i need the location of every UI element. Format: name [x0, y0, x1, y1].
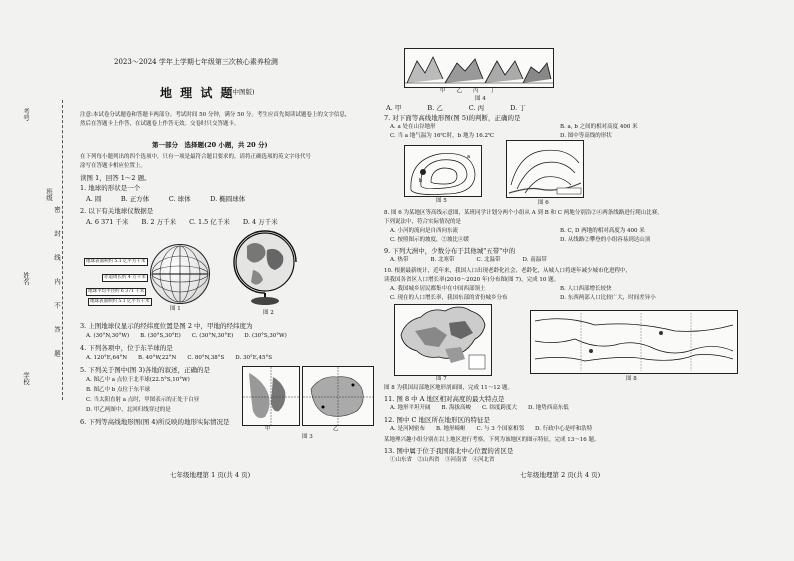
part-one-header: 第一部分 选择题(20 小题，共 20 分) [152, 141, 268, 149]
binding-margin [0, 0, 61, 561]
question-1: 1. 地球的形状是一个 [80, 184, 141, 192]
figure-8-terrain-profile [530, 310, 738, 374]
figure-1-globe [150, 244, 210, 304]
page-1-footer: 七年级地理第 1 页(共 4 页) [170, 471, 251, 479]
question-8-option-a: A. 小河的流向是自西向东流 [390, 228, 458, 234]
question-8-option-b: B. C, D 两地的相对高度为 400 米 [560, 228, 645, 234]
exam-title: 2023～2024 学年上学期七年级第三次核心素养检测 [114, 58, 278, 66]
figure-2-globe-stand [225, 226, 305, 308]
question-6-options: A. 甲 B. 乙 C. 丙 D. 丁 [386, 104, 526, 112]
margin-line-char: 线 [53, 254, 61, 261]
question-10-option-c: C. 现在的人口增长率，我国东部的省份城乡分布 [390, 295, 508, 301]
figure-3-map-b-caption: 乙 [333, 426, 339, 432]
figure-3-map-b [302, 366, 374, 426]
context-q13-16: 某地理兴趣小组分别在以上地区进行考察，下列为该地区的图示特征，完成 13～16 题。 [384, 437, 600, 443]
question-5-option-a: A. 图乙中 a 点位于北半球(22.5°S,10°W) [86, 377, 190, 383]
question-4: 4. 下列各项中，位于东半球的是 [80, 344, 173, 352]
figure-5-caption: 图 5 [436, 198, 447, 204]
question-13: 13. 图中属于位于我国南北中心位置的省区是 [384, 447, 514, 455]
question-8: 8. 图 6 为某地区等高线示意图，某班同学计划分两个小组从 A 到 B 和 C 两地分别沿②④两条线路进行爬山比赛。 [384, 210, 663, 216]
margin-class-label: 班级 [45, 188, 53, 201]
figure-4-labels: 甲 乙 丙 丁 [440, 88, 496, 94]
question-3-options: A. (30°N,30°W) B. (30°S,30°E) C. (30°N,30°E) D. (30°S,30°W) [86, 333, 287, 339]
figure-1-caption: 图 1 [170, 306, 181, 312]
margin-secret-char: 密 [53, 206, 61, 213]
figure-8-description: 图 8 为我国局部地区地形剖面图，完成 11～12 题。 [384, 385, 513, 391]
question-7-option-a: A. a 处在山谷地形 [390, 124, 436, 130]
context-q1-2: 读图 1，回答 1～2 题。 [80, 174, 151, 182]
question-6: 6. 下列等高线地形图(图 4)所反映的地形实际情况是 [80, 418, 230, 426]
figure-6-contour-river-map [506, 140, 584, 198]
question-11-options: A. 地形平坦开阔 B. 海拔高峻 C. 纬度跨度大 D. 地势西高东低 [390, 405, 569, 411]
question-2-options: A. 6 371 千米 B. 2 万千米 C. 1.5 亿千米 D. 4 万千米 [86, 218, 278, 226]
question-7-option-b: B. a, b 之间的相对高度 400 米 [560, 124, 638, 130]
question-8-option-c: C. 按照图示的坡度，②坡比④缓 [390, 237, 470, 243]
question-12-options: A. 是河网密布 B. 地形崎岖 C. 与 3 个国家相邻 D. 行政中心是呼和浩特 [390, 426, 593, 432]
figure-2-caption: 图 2 [263, 310, 274, 316]
exam-page-2 [380, 0, 775, 561]
figure-1-label-radius: 地球平均半径约 6 371 千米 [88, 289, 145, 294]
figure-1-label-equator: 赤道周长约 4 万千米 [104, 275, 146, 280]
question-13-options: ①山东省 ②山西省 ③河南省 ④河北省 [390, 457, 495, 463]
question-10-option-a: A. 我国城乡居民都集中在中国西部领土 [390, 286, 486, 292]
figure-3-map-a-caption: 甲 [265, 426, 271, 432]
instruction-line-1: 在下列每小题列出的四个选项中，只有一项是最符合题目要求的。请将正确选项的英文字母代号 [80, 154, 312, 160]
figure-3-map-a [242, 366, 300, 426]
figure-3-caption: 图 3 [302, 434, 313, 440]
margin-inside-char: 内 [53, 278, 61, 285]
question-2: 2. 以下有关地球仪数据是 [80, 207, 154, 215]
figure-5-contour-map [404, 145, 482, 197]
question-10-option-b: B. 人口西部增长较快 [560, 286, 612, 292]
question-9: 9. 下列大洲中，少数分布于其他城"五带"中的 [384, 247, 516, 255]
exam-page-1 [40, 0, 385, 561]
margin-answer-char: 答 [53, 326, 61, 333]
question-10-continued: 读我国各省区人口增长率(2010～2020 年)分布图(图 7)，完成 10 题。 [384, 277, 560, 283]
svg-text:b: b [419, 178, 423, 184]
margin-exam-number-label: 考号 [22, 108, 30, 121]
svg-text:a: a [467, 154, 471, 160]
question-8-option-d: D. 从线路②攀登的小组容易到达山顶 [560, 237, 651, 243]
question-10: 10. 根据最新统计，近年来，我国人口出现老龄化社会，老龄化，从城人口将逐年减少城市化进程中， [384, 268, 631, 274]
question-5: 5. 下列关于图中(图 3)各地的叙述，正确的是 [80, 366, 211, 374]
subject-title: 地 理 试 题 [160, 86, 235, 100]
margin-seal-char: 封 [53, 230, 61, 237]
question-4-options: A. 120°E,64°N B. 40°W,22°N C. 80°N,38°S D. 30°E,45°S [86, 355, 273, 361]
question-8-continued: 下列说法中，符合实际情况的是 [384, 219, 462, 225]
question-7-option-c: C. 当 a 地气温为 16℃时，b 地为 16.2℃ [390, 133, 495, 139]
question-12: 12. 图中 C 地区所在地形区的特征是 [384, 416, 491, 424]
question-5-option-d: D. 甲乙两图中，北回归线穿过的是 [86, 407, 171, 413]
figure-8-caption: 图 8 [626, 376, 637, 382]
notice-line-1: 注意:本试卷分试题卷和答题卡两部分。考试时间 50 分钟，满分 50 分。考生应首先阅读试题卷上的文字信息， [80, 112, 351, 118]
margin-no-char: 不 [53, 302, 61, 309]
figure-7-china-map [394, 304, 492, 376]
margin-question-char: 题 [53, 350, 61, 357]
instruction-line-2: 涂写在答题卡相应位置上。 [80, 163, 147, 169]
figure-4-terrain-sketch [404, 48, 554, 88]
question-5-option-b: B. 图乙中 b 点位于东半球 [86, 387, 151, 393]
margin-name-label: 姓名 [22, 272, 30, 285]
question-3: 3. 上图地球仪显示的经纬度位置是图 2 中，甲地的经纬度为 [80, 322, 253, 330]
question-7: 7. 对下面等高线地形图(图 5)的判断，正确的是 [384, 114, 521, 122]
edition-label: (中图版) [230, 88, 255, 96]
figure-6-caption: 图 6 [538, 200, 549, 206]
question-10-option-d: D. 东西两部人口比较广大，时间差异小 [560, 295, 656, 301]
question-11: 11. 图 8 中 A 地区相对高度的最大特点是 [384, 395, 505, 403]
margin-school-label: 学校 [22, 372, 30, 385]
figure-4-caption: 图 4 [475, 96, 486, 102]
question-1-options: A. 圆 B. 正方体 C. 球体 D. 椭圆球体 [86, 195, 246, 203]
figure-7-caption: 图 7 [436, 376, 447, 382]
question-7-option-d: D. 图中等高线的形状 [560, 133, 612, 139]
question-9-options: A. 热带 B. 北寒带 C. 北温带 D. 南温带 [390, 257, 547, 263]
figure-1-label-area: 地球表面积约 5.1 亿平方千米 [90, 299, 150, 304]
notice-line-2: 然后在答题卡上作答，在试题卷上作答无效。交卷时只交答题卡。 [80, 121, 240, 127]
question-5-option-c: C. 当太阳直射 a 点时，甲图表示的正处于白昼 [86, 397, 200, 403]
page-2-footer: 七年级地理第 2 页(共 4 页) [520, 471, 601, 479]
figure-1-label-surface: 地球表面积约 5.1 亿平方千米 [86, 259, 146, 264]
